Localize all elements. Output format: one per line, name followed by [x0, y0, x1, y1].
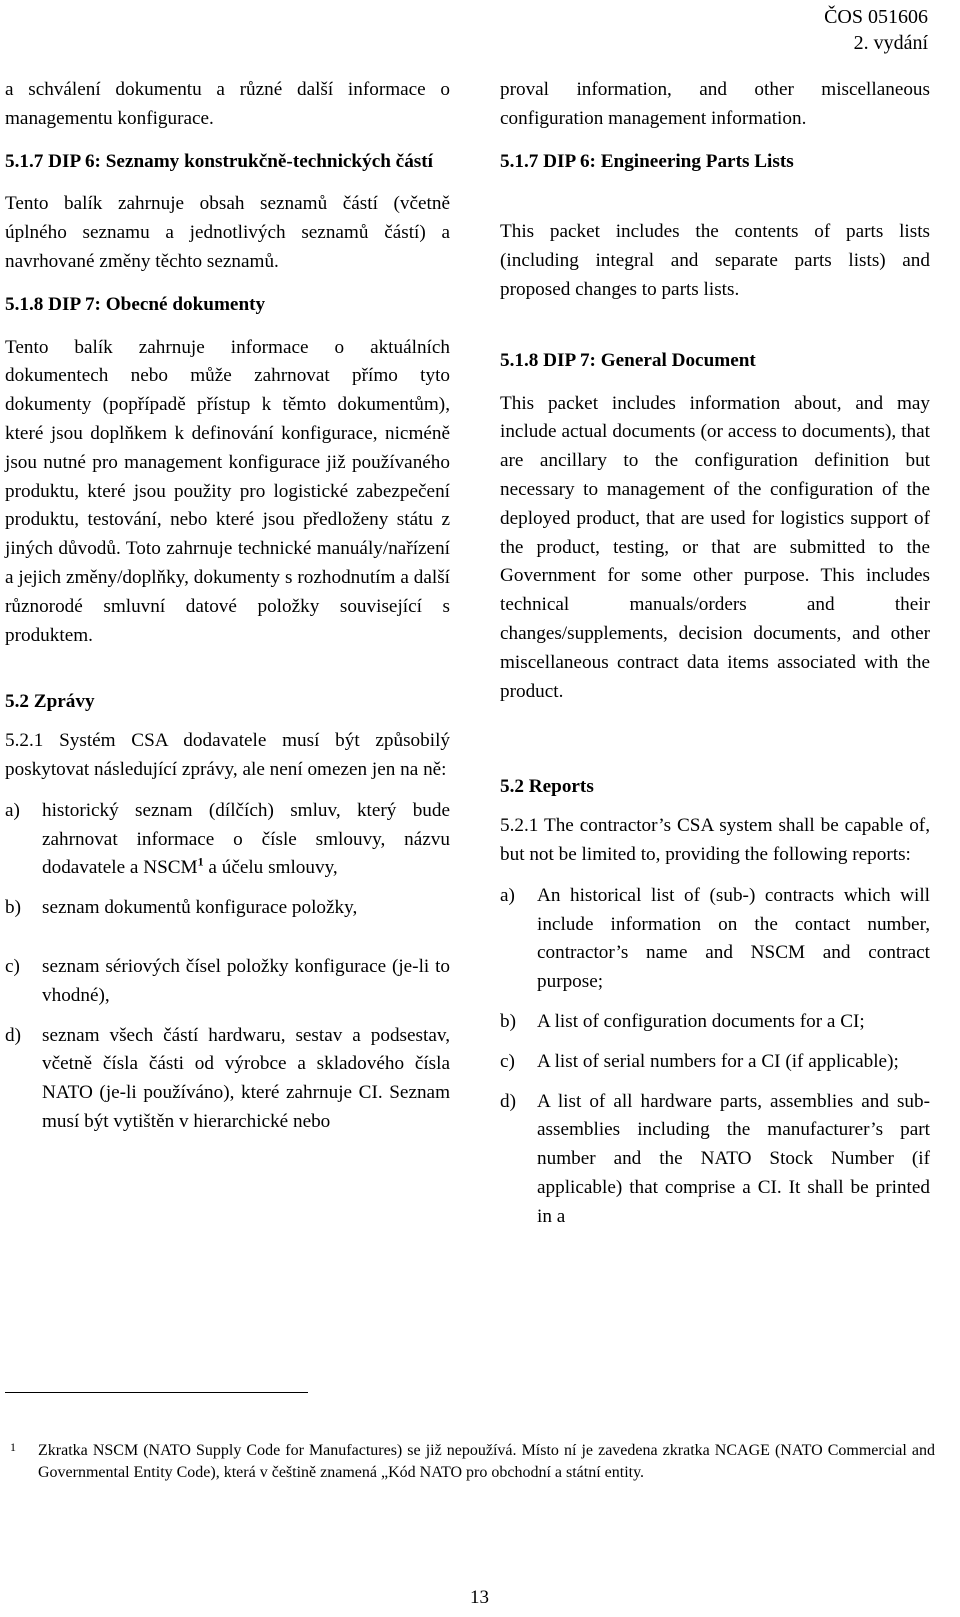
footnote	[5, 1440, 935, 1484]
list-item	[500, 1048, 930, 1077]
list-item-text: historický seznam (dílčích) smluv, který bude zahrnovat informace o čísle smlouvy, názvu dodavatele a NSCM	[42, 799, 450, 879]
footnote-reference[interactable]: 1	[197, 854, 204, 869]
english-column	[500, 76, 930, 1232]
list-item-label: c)	[5, 955, 20, 977]
list-item-text: A list of all hardware parts, assemblies and sub-assemblies including the manufacturer’s part number and the NATO Stock Number (if applicable) that comprise a CI. It shall be printed in a	[537, 1090, 930, 1227]
paragraph-5-1-7: This packet includes the contents of parts lists (including integral and separate parts lists) and proposed changes to parts lists.	[500, 221, 930, 300]
report-list	[500, 882, 930, 1232]
page-header	[824, 4, 928, 56]
list-item-text: An historical list of (sub-) contracts which will include information on the contact number, contractor’s name and NSCM and contract purpose;	[537, 884, 930, 993]
list-item	[500, 882, 930, 997]
list-item	[500, 1088, 930, 1232]
report-list	[5, 797, 450, 1137]
list-item-label: b)	[500, 1010, 516, 1032]
list-item	[500, 1008, 930, 1037]
list-item	[5, 1022, 450, 1137]
list-item-text: seznam sériových čísel položky konfigurace (je-li to vhodné),	[42, 955, 450, 1006]
list-item-label: a)	[500, 884, 515, 906]
section-heading-5-1-8: 5.1.8 DIP 7: General Document	[500, 349, 756, 371]
footnote-number: 1	[10, 1440, 16, 1454]
document-id: ČOS 051606	[824, 6, 928, 28]
paragraph-5-2-1: 5.2.1 Systém CSA dodavatele musí být způsobilý poskytovat následující zprávy, ale není omezen jen na ně:	[5, 730, 450, 780]
section-heading-5-1-8: 5.1.8 DIP 7: Obecné dokumenty	[5, 293, 266, 315]
footnote-separator	[5, 1392, 308, 1393]
list-item	[5, 894, 450, 923]
paragraph-continuation: a schválení dokumentu a různé další informace o managementu konfigurace.	[5, 79, 450, 129]
list-item	[5, 797, 450, 883]
section-heading-5-1-7: 5.1.7 DIP 6: Seznamy konstrukčně-technických částí	[5, 150, 433, 172]
list-item-text: A list of serial numbers for a CI (if applicable);	[537, 1050, 899, 1072]
czech-column	[5, 76, 450, 1137]
paragraph-5-1-8: Tento balík zahrnuje informace o aktuálních dokumentech nebo může zahrnovat přímo tyto dokumenty (popřípadě přístup k těmto dokumentům), které jsou doplňkem k definování konfigurace, nicméně jsou nutné pro management konfigurace již používaného produktu, které jsou použity pro logistické zabezpečení produktu, testování, nebo které jsou předloženy státu z jiných důvodů. Toto zahrnuje technické manuály/nařízení a jejich změny/doplňky, dokumenty s rozhodnutím a další různorodé smluvní datové položky související s produktem.	[5, 336, 450, 646]
section-heading-5-2: 5.2 Zprávy	[5, 691, 95, 713]
list-item-label: b)	[5, 897, 21, 919]
paragraph-continuation: proval information, and other miscellaneous configuration management information.	[500, 79, 930, 129]
list-item-text: seznam dokumentů konfigurace položky,	[42, 897, 358, 919]
footnote-text: Zkratka NSCM (NATO Supply Code for Manufactures) se již nepoužívá. Místo ní je zavedena zkratka NCAGE (NATO Commercial and Governmental Entity Code), která v češtině znamená „Kód NATO pro obchodní a státní entity.	[38, 1442, 935, 1481]
edition-label: 2. vydání	[853, 32, 928, 54]
list-item-label: c)	[500, 1050, 515, 1072]
list-item-label: d)	[500, 1090, 516, 1112]
page-number: 13	[470, 1587, 489, 1608]
section-heading-5-1-7: 5.1.7 DIP 6: Engineering Parts Lists	[500, 150, 794, 172]
list-item	[5, 953, 450, 1011]
list-item-label: d)	[5, 1024, 21, 1046]
paragraph-5-1-8: This packet includes information about, and may include actual documents (or access to documents), that are ancillary to the configuration definition but necessary to management of the configuration of the deployed product, that are used for logistics support of the product, testing, or that are submitted to the Government for some other purpose. This includes technical manuals/orders and their changes/supplements, decision documents, and other miscellaneous contract data items associated with the product.	[500, 392, 930, 702]
list-item-text: A list of configuration documents for a CI;	[537, 1010, 865, 1032]
section-heading-5-2: 5.2 Reports	[500, 776, 594, 798]
paragraph-5-2-1: 5.2.1 The contractor’s CSA system shall be capable of, but not be limited to, providing the following reports:	[500, 815, 930, 865]
list-item-label: a)	[5, 799, 20, 821]
list-item-text: seznam všech částí hardwaru, sestav a podsestav, včetně čísla části od výrobce a skladového čísla NATO (je-li používáno), které zahrnuje CI. Seznam musí být vytištěn v hierarchické nebo	[42, 1024, 450, 1132]
list-item-text-tail: a účelu smlouvy,	[203, 857, 338, 879]
paragraph-5-1-7: Tento balík zahrnuje obsah seznamů částí (včetně úplného seznamu a jednotlivých seznamů částí) a navrhované změny těchto seznamů.	[5, 193, 450, 272]
